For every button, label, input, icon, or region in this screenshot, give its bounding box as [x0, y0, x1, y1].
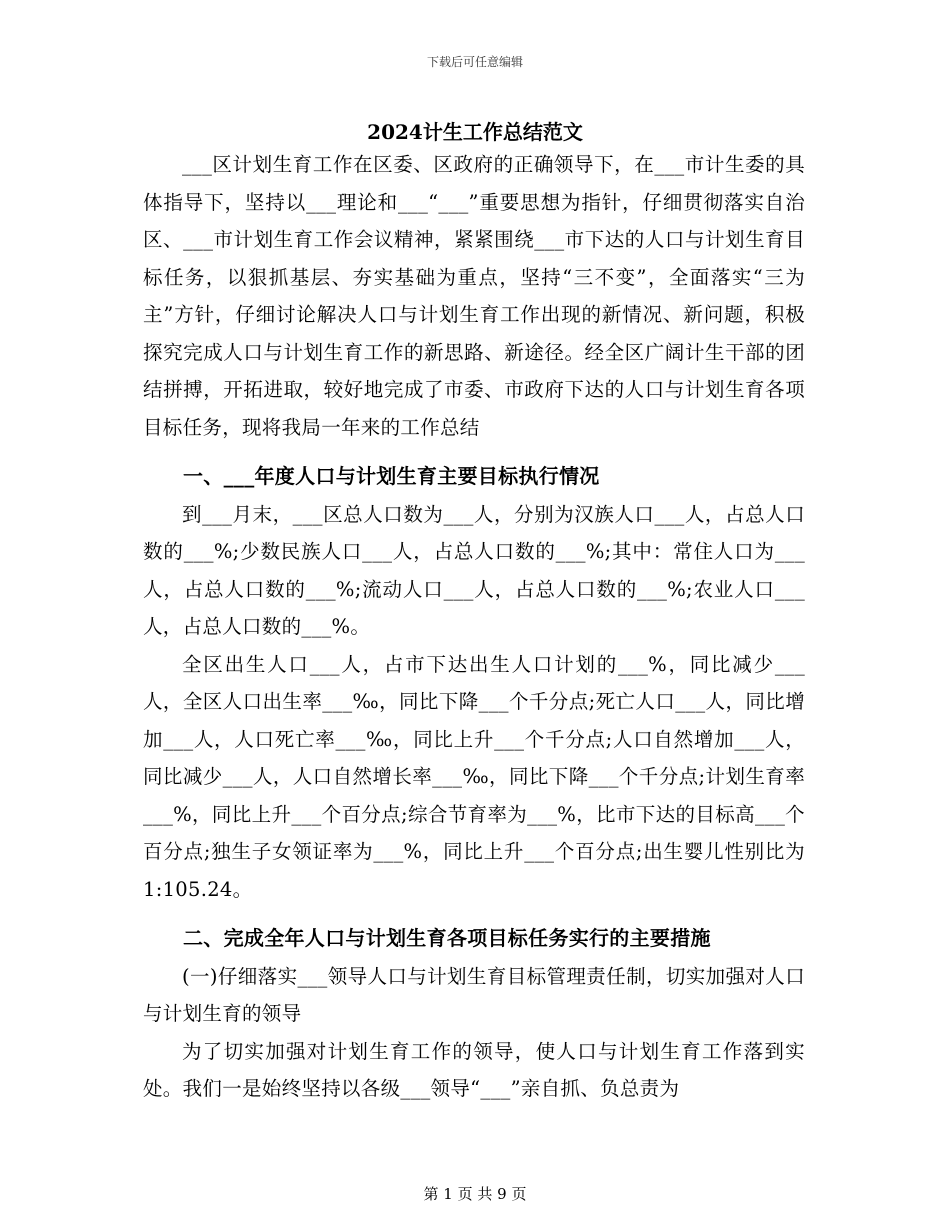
section1-paragraph-1: 到___月末，___区总人口数为___人，分别为汉族人口___人，占总人口数的___%;少数民族人口___人，占总人口数的___%;其中：常住人口为___人，占总人口数的___%;流动人口___人，占总人口数的___%;农业人口___人，占总人口数的___%。	[143, 502, 805, 638]
section1-heading: 一、___年度人口与计划生育主要目标执行情况	[183, 464, 600, 488]
section2-paragraph-1: 为了切实加强对计划生育工作的领导，使人口与计划生育工作落到实处。我们一是始终坚持以各级___领导“___”亲自抓、负总责为	[143, 1039, 805, 1100]
section1-paragraph-2: 全区出生人口___人，占市下达出生人口计划的___%，同比减少___人，全区人口出生率___‰，同比下降___个千分点;死亡人口___人，同比增加___人，人口死亡率___‰，同比上升___个千分点;人口自然增加___人，同比减少___人，人口自然增长率___‰，同比下降___个千分点;计划生育率___%，同比上升___个百分点;综合节育率为___%，比市下达的目标高___个百分点;独生子女领证率为___%，同比上升___个百分点;出生婴儿性别比为1:105.24。	[143, 652, 805, 901]
document-body	[143, 146, 805, 1108]
section2-subheading-1: (一)仔细落实___领导人口与计划生育目标管理责任制，切实加强对人口与计划生育的领导	[143, 964, 805, 1025]
intro-paragraph: ___区计划生育工作在区委、区政府的正确领导下，在___市计生委的具体指导下，坚持以___理论和___“___”重要思想为指针，仔细贯彻落实自治区、___市计划生育工作会议精神，紧紧围绕___市下达的人口与计划生育目标任务，以狠抓基层、夯实基础为重点，坚持“三不变”，全面落实“三为主”方针，仔细讨论解决人口与计划生育工作出现的新情况、新问题，积极探究完成人口与计划生育工作的新思路、新途径。经全区广阔计生干部的团结拼搏，开拓进取，较好地完成了市委、市政府下达的人口与计划生育各项目标任务，现将我局一年来的工作总结	[143, 153, 805, 439]
page-footer: 第 1 页 共 9 页	[423, 1185, 527, 1203]
document-title: 2024计生工作总结范文	[367, 120, 583, 144]
header-note: 下载后可任意编辑	[426, 55, 523, 69]
section2-heading: 二、完成全年人口与计划生育各项目标任务实行的主要措施	[183, 926, 711, 950]
